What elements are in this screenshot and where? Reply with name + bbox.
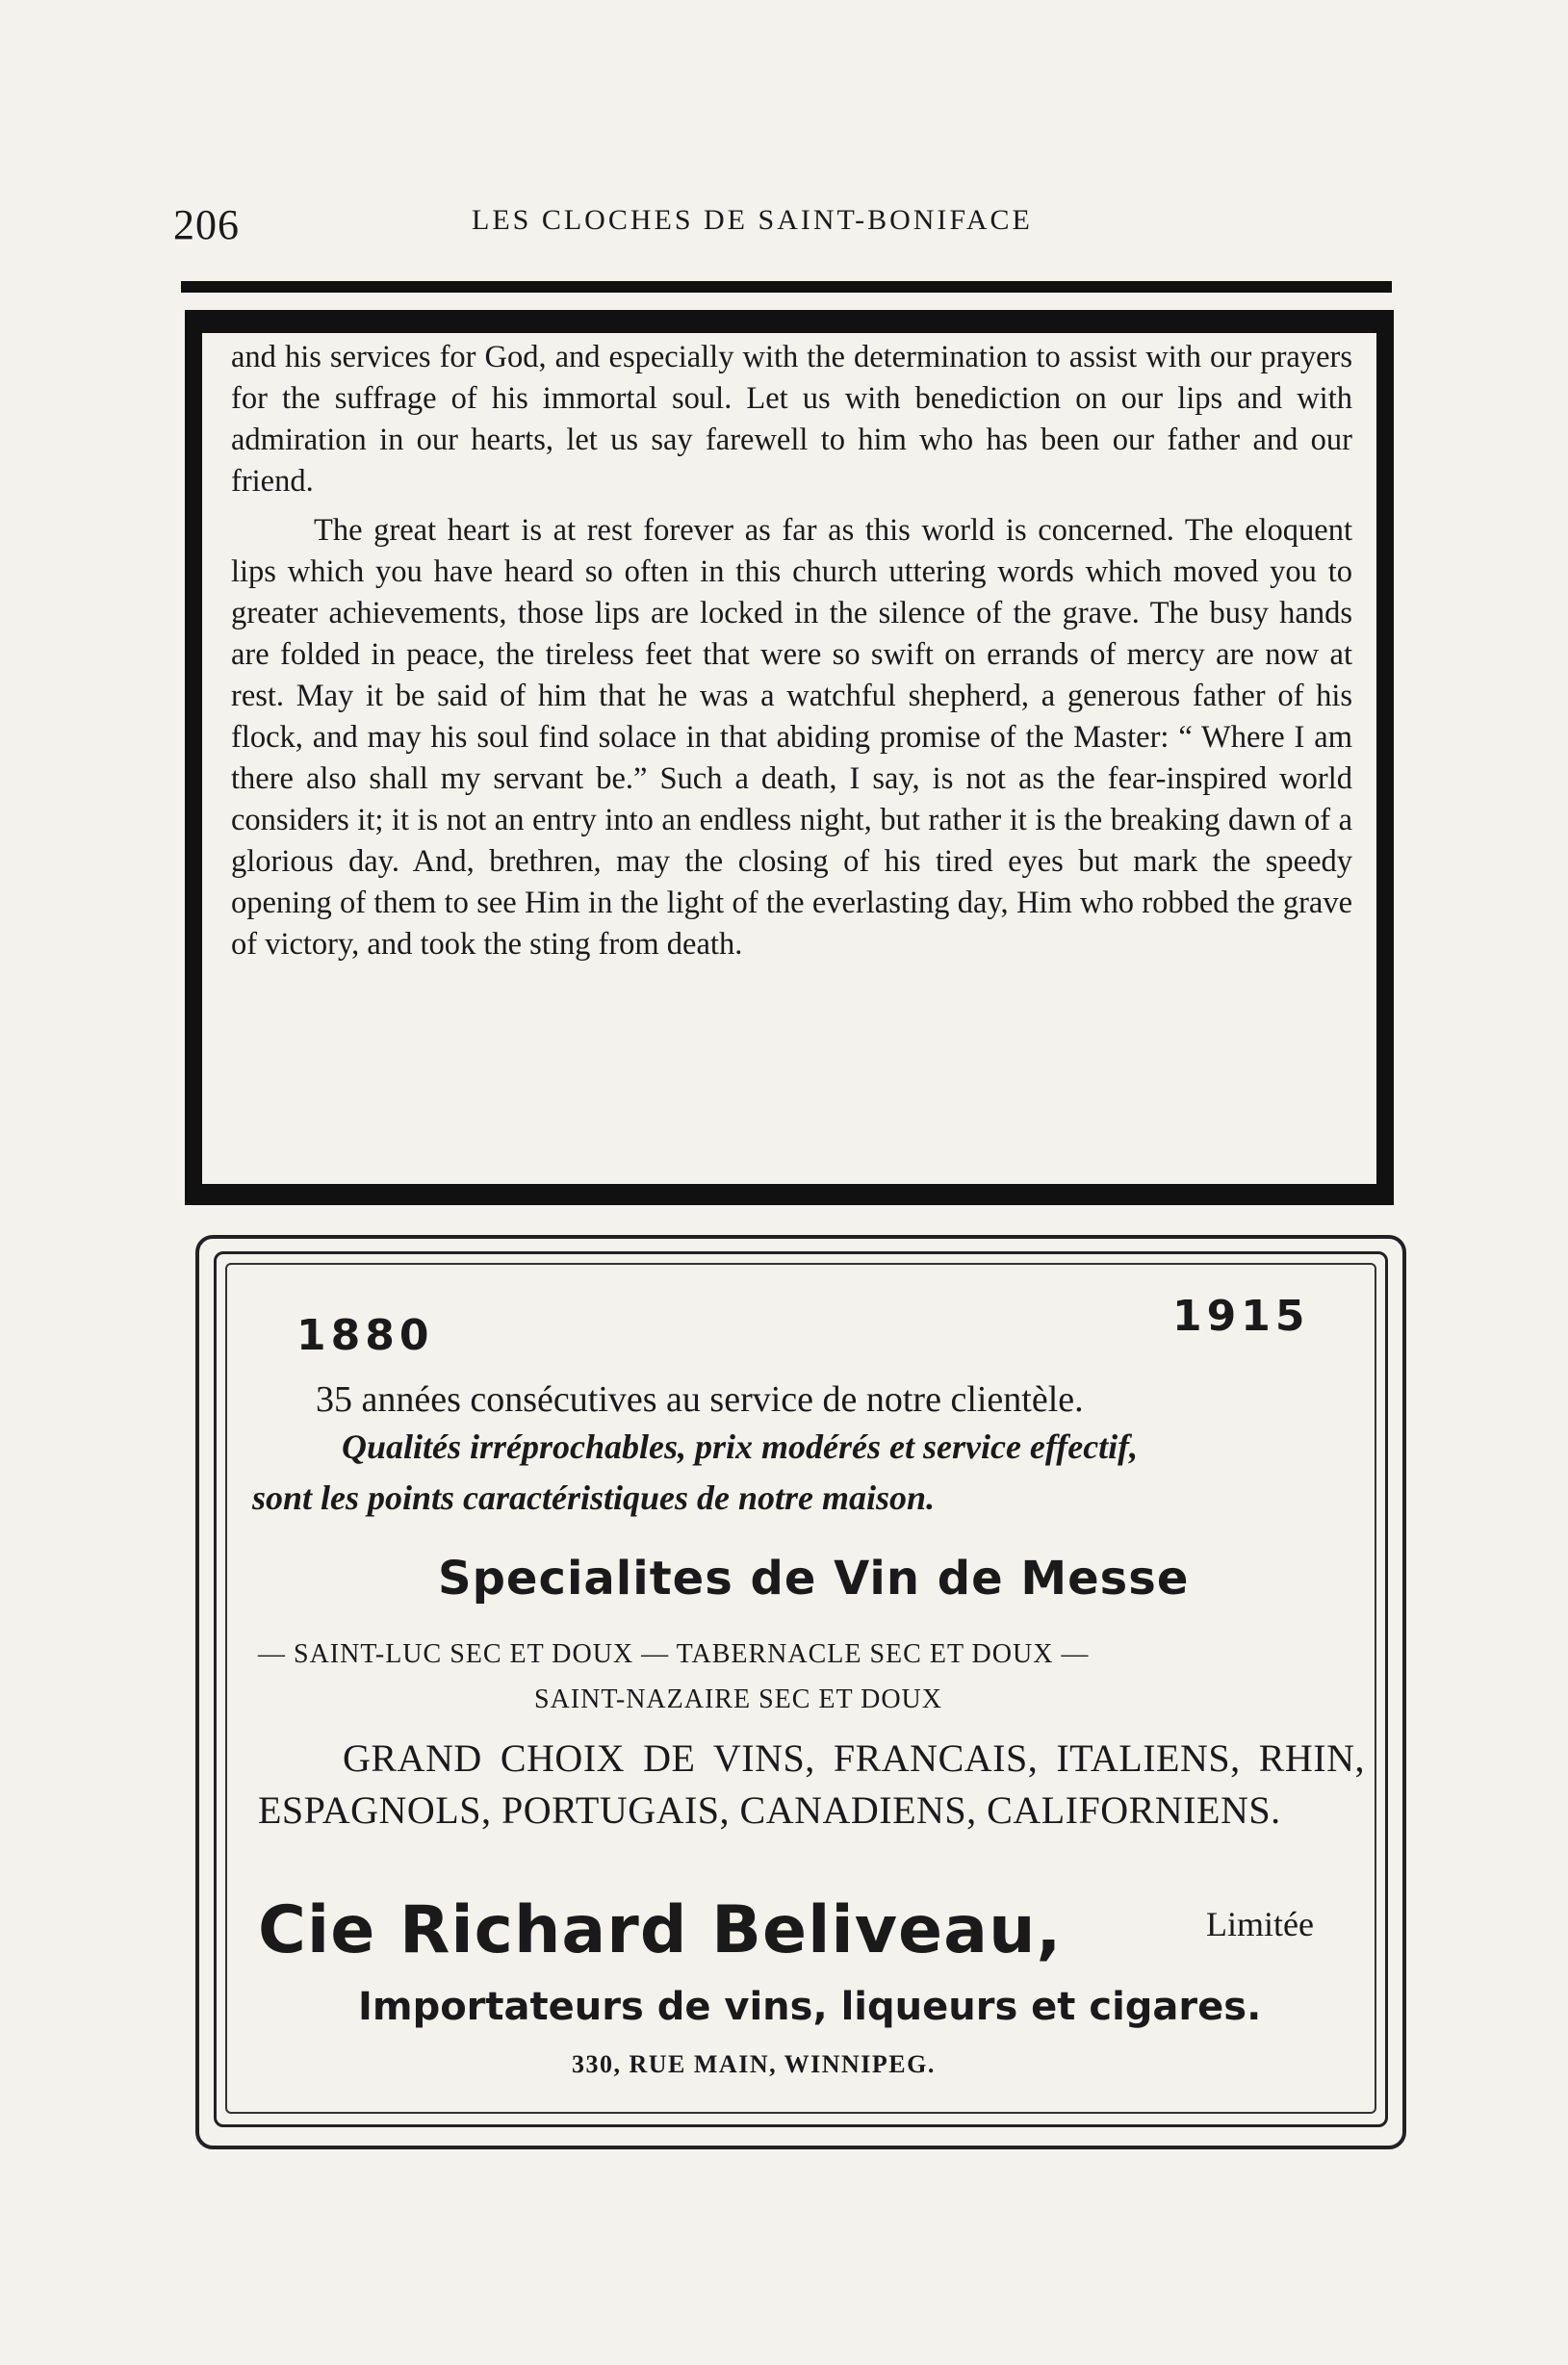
ad-specialties-heading: Specialites de Vin de Messe <box>438 1552 1190 1606</box>
ad-years-service: 35 années consécutives au service de notre clientèle. <box>316 1379 1084 1420</box>
ad-company-suffix: Limitée <box>1206 1905 1314 1943</box>
header-rule <box>181 281 1392 293</box>
ad-wines-line-2: SAINT-NAZAIRE SEC ET DOUX <box>534 1684 942 1714</box>
ad-address: 330, RUE MAIN, WINNIPEG. <box>572 2050 936 2078</box>
ad-quality-line-2: sont les points caractéristiques de notre maison. <box>252 1478 936 1517</box>
ad-importers-line: Importateurs de vins, liqueurs et cigares. <box>358 1985 1262 2029</box>
ad-wines-line-1: — SAINT-LUC SEC ET DOUX — TABERNACLE SEC ET DOUX — <box>258 1639 1090 1669</box>
obituary-paragraph-1: and his services for God, and especially with the determination to assist with our prayers for the suffrage of his immortal soul. Let us with benediction on our lips and with admiration in our hearts, let us say farewell to him who has been our father and our friend. <box>231 340 1352 499</box>
page-number: 206 <box>173 201 240 248</box>
ad-year-end: 1915 <box>1172 1292 1310 1341</box>
obituary-text <box>231 337 1352 965</box>
ad-quality-line-1: Qualités irréprochables, prix modérés et service effectif, <box>342 1427 1139 1466</box>
obituary-paragraph-2: The great heart is at rest forever as far as this world is concerned. The eloquent lips which you have heard so often in this church uttering words which moved you to greater achievements, those lips are locked in the silence of the grave. The busy hands are folded in peace, the tireless feet that were so swift on errands of mercy are now at rest. May it be said of him that he was a watchful shepherd, a generous father of his flock, and may his soul find solace in that abiding promise of the Master: “ Where I am there also shall my servant be.” Such a death, I say, is not as the fear-inspired world considers it; it is not an entry into an endless night, but rather it is the breaking dawn of a glorious day. And, brethren, may the closing of his tired eyes but mark the speedy opening of them to see Him in the light of the everlasting day, Him who robbed the grave of victory, and took the sting from death. <box>231 513 1352 962</box>
ad-company-name: Cie Richard Beliveau, <box>258 1892 1063 1968</box>
ad-year-start: 1880 <box>296 1311 434 1360</box>
ad-wine-choice: GRAND CHOIX DE VINS, FRANCAIS, ITALIENS, RHIN, ESPAGNOLS, PORTUGAIS, CANADIENS, CALIFORNIENS. <box>258 1736 1365 1832</box>
running-title: LES CLOCHES DE SAINT-BONIFACE <box>472 204 1033 236</box>
